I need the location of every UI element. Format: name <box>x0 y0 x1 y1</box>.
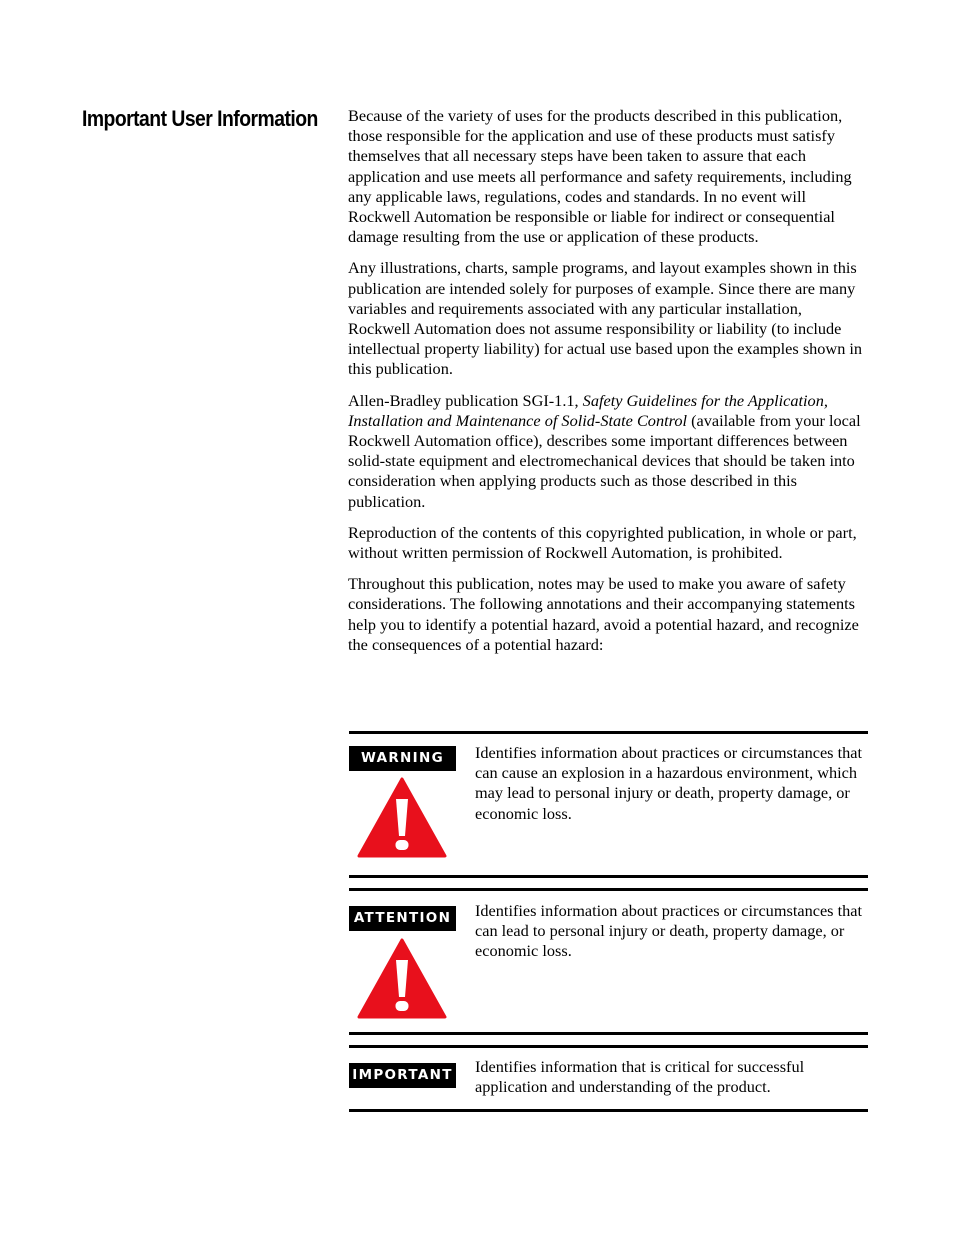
important-notice <box>349 1045 868 1112</box>
warning-triangle-icon <box>356 776 448 860</box>
body-text <box>348 106 868 666</box>
paragraph-safety-guidelines <box>348 391 868 512</box>
warning-text: Identifies information about practices or circumstances that can cause an explosion in a hazardous environment, which may lead to personal injury or death, property damage, or economic loss. <box>475 743 862 823</box>
paragraph-safety-guidelines-start: Allen-Bradley publication SGI-1.1, <box>348 390 583 410</box>
paragraph-examples: Any illustrations, charts, sample programs, and layout examples shown in this publication are intended solely for purposes of example. Since there are many variables and requirements associated with any particular installation, Rockwell Automation does not assume responsibility or liability (to include intellectual property liability) for actual use based upon the examples shown in this publication. <box>348 258 863 379</box>
attention-text: Identifies information about practices or circumstances that can lead to personal injury or death, property damage, or economic loss. <box>475 901 862 961</box>
paragraph-reproduction: Reproduction of the contents of this copyrighted publication, in whole or part, without written permission of Rockwell Automation, is prohibited. <box>348 522 857 563</box>
attention-label: ATTENTION <box>349 906 456 931</box>
attention-notice <box>349 888 868 1035</box>
paragraph-liability: Because of the variety of uses for the products described in this publication, those responsible for the application and use of these products must satisfy themselves that all necessary steps have been taken to assure that each application and use meets all performance and safety requirements, including any applicable laws, regulations, codes and standards. In no event will Rockwell Automation be responsible or liable for indirect or consequential damage resulting from the use or application of these products. <box>348 106 852 247</box>
important-text: Identifies information that is critical for successful application and understanding of the product. <box>475 1057 805 1097</box>
warning-notice <box>349 731 868 878</box>
paragraph-safety-guidelines-end: (available from your local Rockwell Automation office), describes some important differences between solid-state equipment and electromechanical devices that should be taken into consideration when applying products such as those described in this publication. <box>348 410 861 511</box>
warning-triangle-icon <box>356 937 448 1021</box>
paragraph-annotations: Throughout this publication, notes may be used to make you aware of safety considerations. The following annotations and their accompanying statements help you to identify a potential hazard, avoid a potential hazard, and recognize the consequences of a potential hazard: <box>348 574 859 654</box>
page-title: Important User Information <box>82 106 318 131</box>
warning-label: WARNING <box>349 746 456 771</box>
safety-guidelines-title: Safety Guidelines for the Application, Installation and Maintenance of Solid-State Control <box>348 390 828 430</box>
important-label: IMPORTANT <box>349 1063 456 1088</box>
